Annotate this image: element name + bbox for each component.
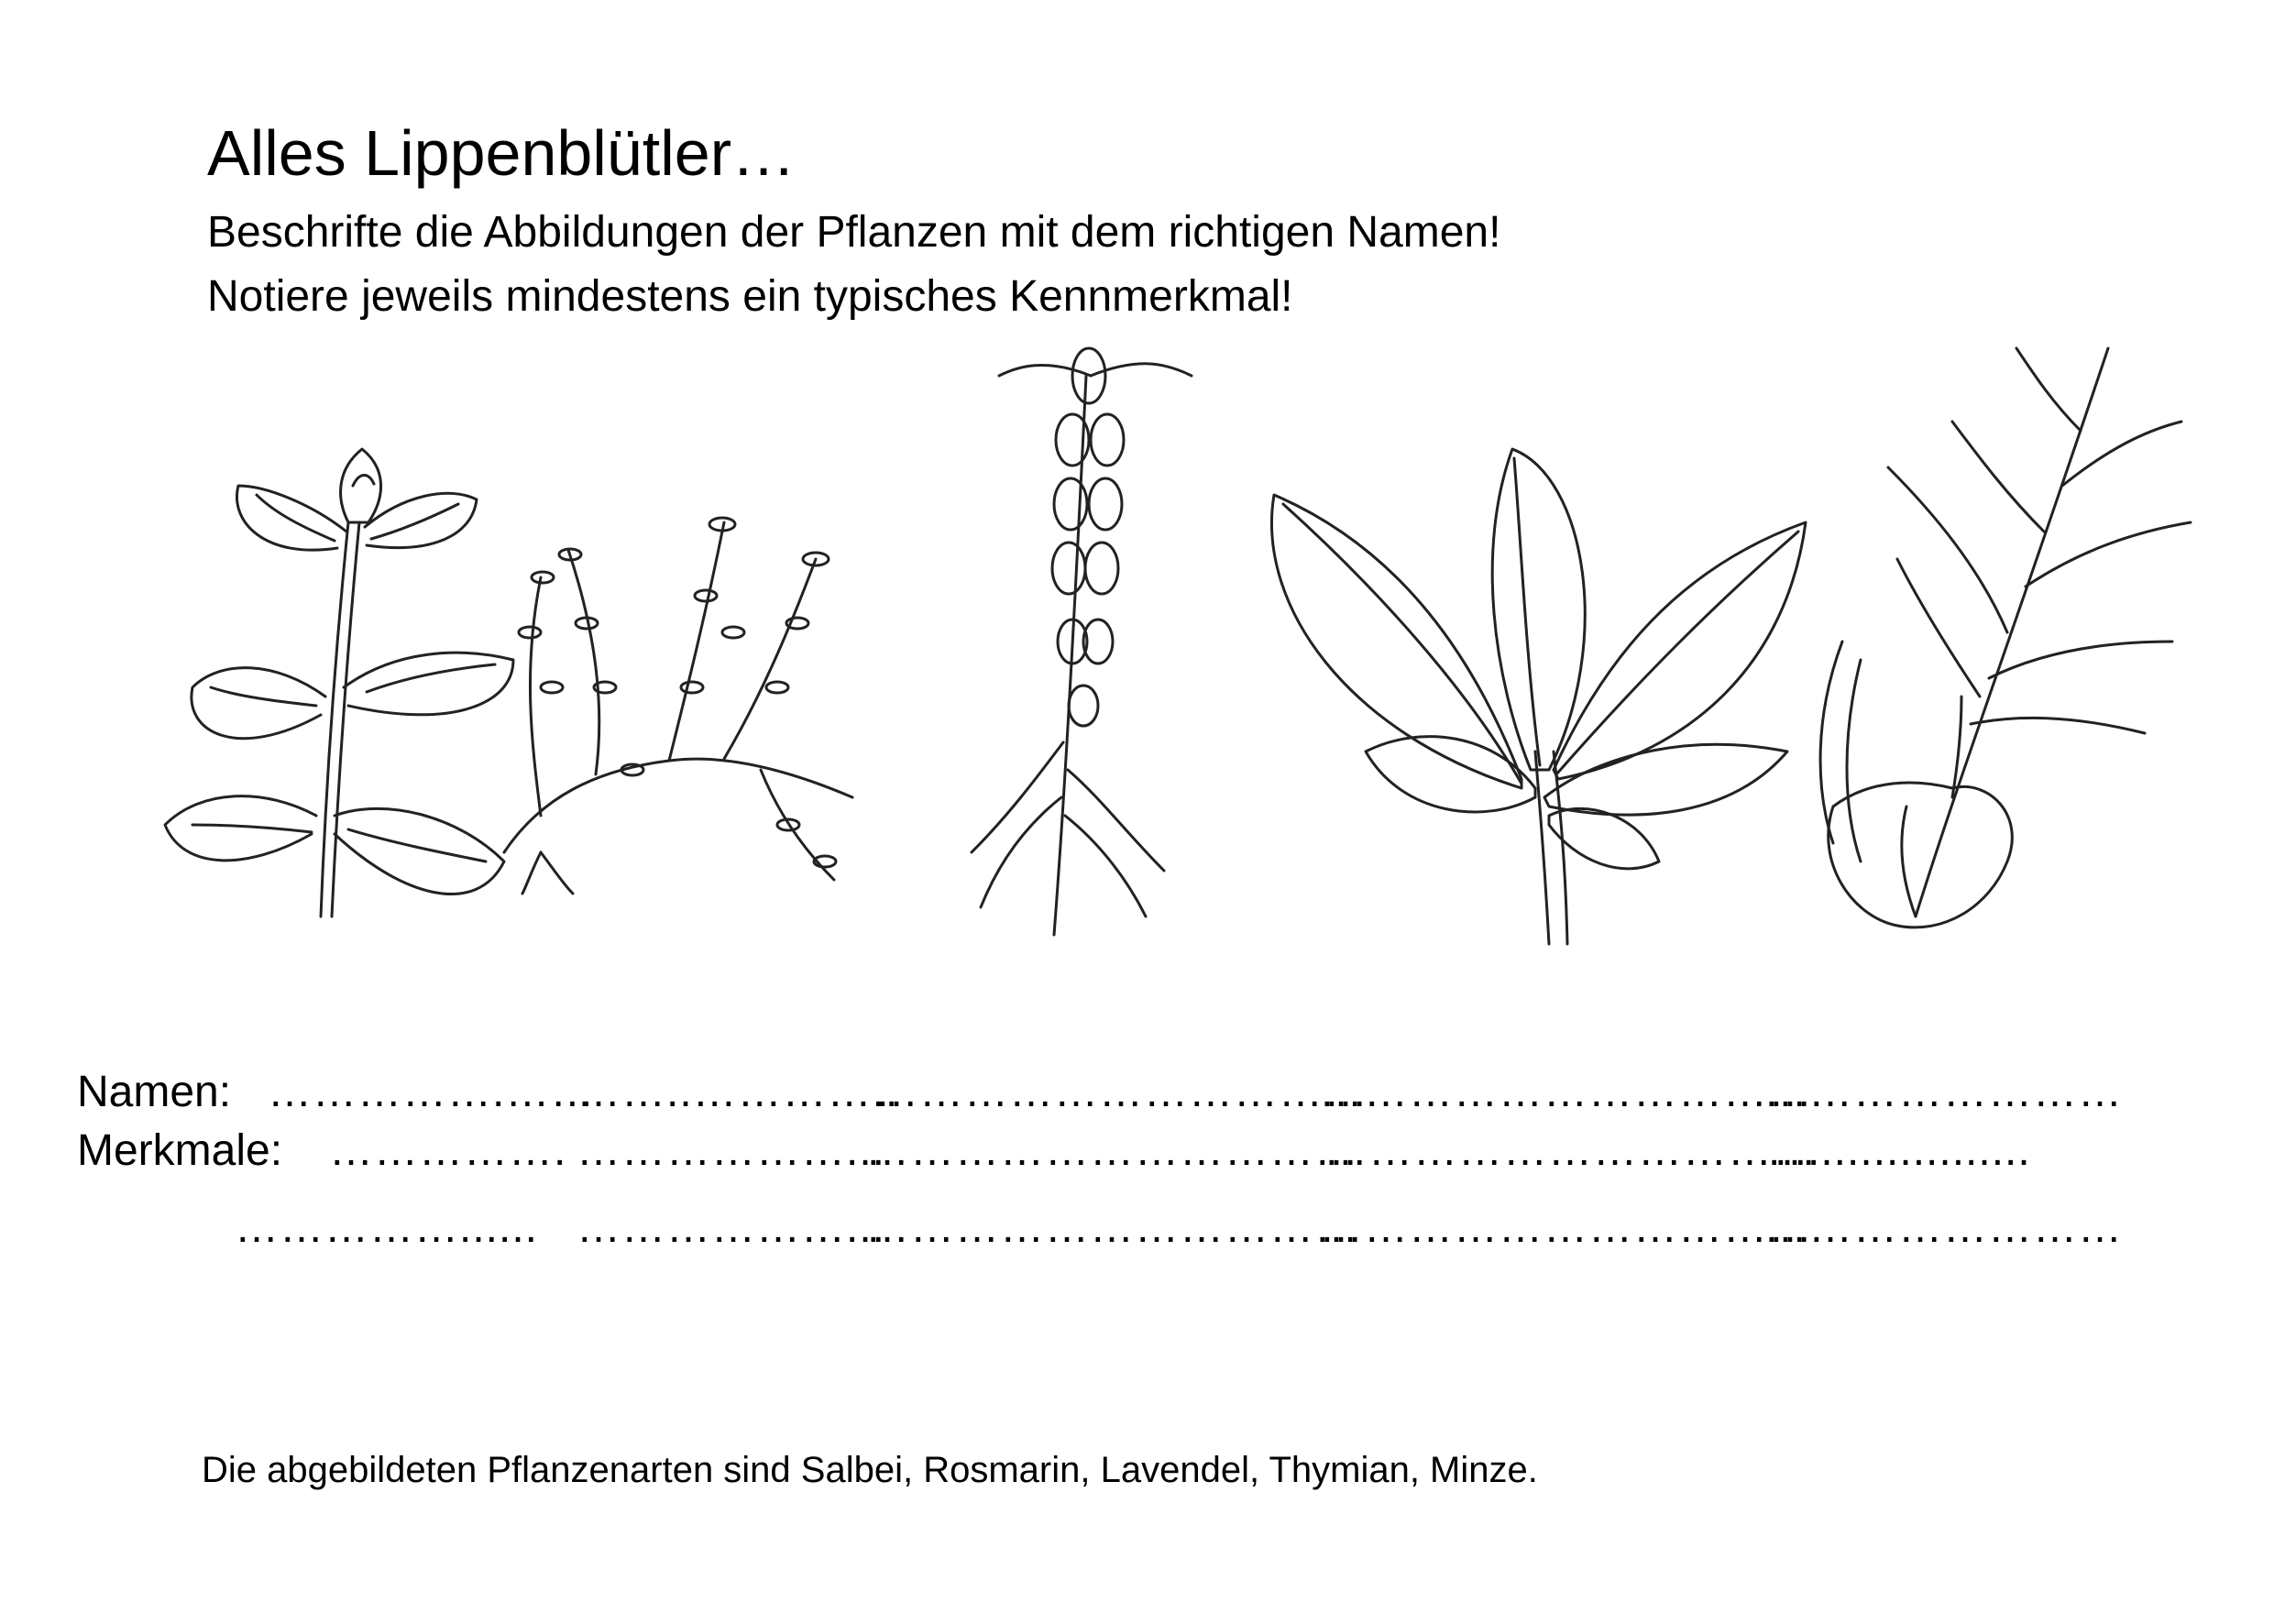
trait2-blank-1[interactable]: ……………...... [235, 1203, 539, 1252]
trait2-blank-4[interactable]: …………………………… [1319, 1203, 1813, 1252]
names-label: Namen: [77, 1068, 232, 1116]
trait-blank-3[interactable]: …………………………… [865, 1126, 1359, 1175]
name-blank-5[interactable]: …………………… [1763, 1068, 2123, 1116]
trait-blank-4[interactable]: …………………………… [1324, 1126, 1818, 1175]
trait-blank-2[interactable]: ………………... [577, 1126, 886, 1175]
name-blank-4[interactable]: …………………………… [1319, 1068, 1813, 1116]
trait2-blank-3[interactable]: …………………………… [865, 1203, 1359, 1252]
name-blank-3[interactable]: …………………………… [874, 1068, 1368, 1116]
traits-label: Merkmale: [77, 1126, 283, 1175]
plant-illustration-4 [1219, 385, 1851, 953]
trait-blank-5[interactable]: .................... [1768, 1126, 2031, 1175]
plant-illustration-3 [935, 339, 1247, 944]
species-note: Die abgebildeten Pflanzenarten sind Salbei, Rosmarin, Lavendel, Thymian, Minze. [202, 1450, 1538, 1490]
worksheet-title: Alles Lippenblütler… [207, 117, 796, 189]
plant-illustrations [73, 330, 2200, 971]
trait2-blank-2[interactable]: ………………... [577, 1203, 886, 1252]
name-blank-1[interactable]: …………….…… [268, 1068, 596, 1116]
plant-illustration-2 [486, 467, 862, 898]
instruction-line-2: Notiere jeweils mindestens ein typisches Kennmerkmal! [207, 272, 1293, 321]
instruction-line-1: Beschrifte die Abbildungen der Pflanzen mit dem richtigen Namen! [207, 208, 1501, 257]
name-blank-2[interactable]: ……..………….. [577, 1068, 899, 1116]
trait-blank-1[interactable]: ……………. [329, 1126, 567, 1175]
trait2-blank-5[interactable]: …………………… [1763, 1203, 2123, 1252]
plant-illustration-5 [1778, 330, 2200, 944]
